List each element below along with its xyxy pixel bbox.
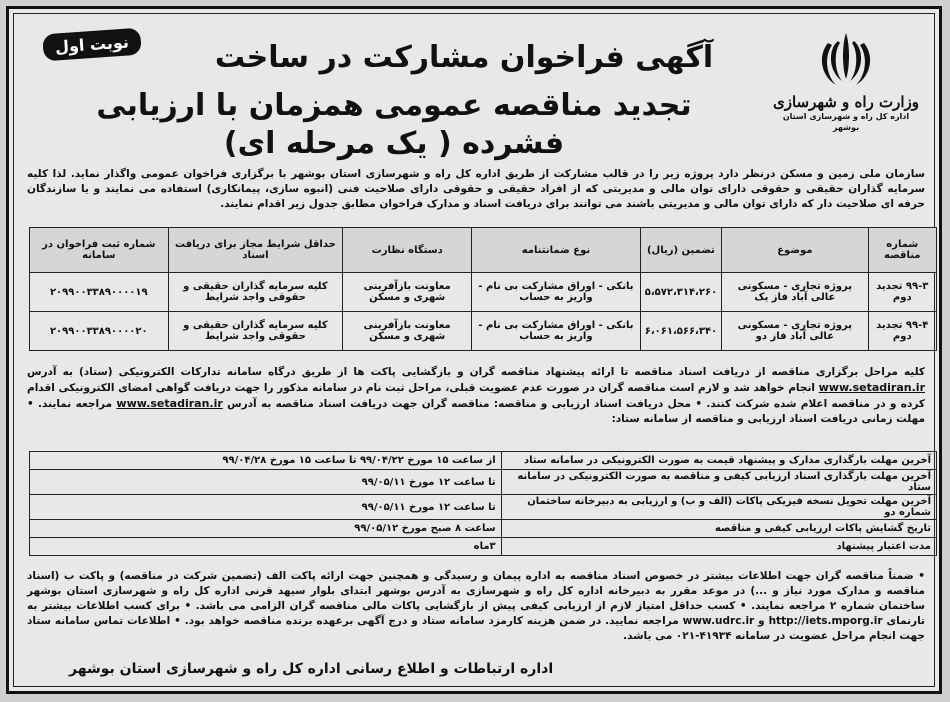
- cell-guarantee: ۵،۵۷۲،۳۱۴،۲۶۰: [640, 273, 721, 312]
- footer-paragraph: • ضمناً مناقصه گران جهت اطلاعات بیشتر در خصوص اسناد مناقصه به اداره پیمان و رسیدگی و همچنین جهت ارائه پاکت الف (تضمین شرکت در مناقصه) و پاکت ب (اسناد مناقصه و مدارک مورد نیاز و ...) در موعد مقرر به دبیرخانه اداره کل راه و شهرسازی به آدرس بوشهر ابتدای بلوار سیهد قرنی اداره کل راه و شهرسازی استان بوشهر ساختمان شماره ۲ مراجعه نمایند. • کسب حداقل امتیاز لازم از ارزیابی کیفی پیش از بازگشایی پاکات مالی مناقصه گران الزامی می باشد. • برای کسب اطلاعات بیشتر به تارنمای http://iets.mporg.ir و www.udrc.ir مراجعه نمایید. در ضمن هزینه کارمزد سامانه ستاد و درج آگهی برعهده برنده مناقصه خواهد بود. • اطلاعات تماس سامانه ستاد جهت انجام مراحل عضویت در سامانه ۴۱۹۳۴-۰۲۱ می باشد.: [27, 570, 925, 642]
- first-publication-badge: نوبت اول: [42, 28, 142, 62]
- cell-subject: پروژه تجاری - مسکونی عالی آباد فاز دو: [722, 312, 868, 351]
- department-name: اداره کل راه و شهرسازی استان بوشهر: [782, 112, 910, 132]
- setad-link-2[interactable]: www.setadiran.ir: [116, 397, 223, 410]
- schedule-value: ۳ماه: [30, 538, 502, 556]
- tender-table-header: [30, 228, 937, 273]
- advertisement-page: [6, 6, 942, 694]
- cell-registration-number: ۲۰۹۹۰۰۳۳۸۹۰۰۰۰۲۰: [30, 312, 169, 351]
- schedule-table: [29, 451, 937, 556]
- schedule-label: آخرین مهلت بارگذاری اسناد ارزیابی کیفی و مناقصه به صورت الکترونیکی در سامانه ستاد: [501, 470, 936, 495]
- procedure-text-1: کلیه مراحل برگزاری مناقصه از دریافت اسناد مناقصه تا ارائه پیشنهاد مناقصه گران و بازگشایی پاکت ها از طریق درگاه سامانه تدارکات الکترونیکی (ستاد) به آدرس: [27, 366, 925, 378]
- col-guarantee-type: نوع ضمانتنامه: [472, 228, 641, 273]
- ministry-name: وزارت راه و شهرسازی: [772, 93, 920, 111]
- intro-paragraph: سازمان ملی زمین و مسکن درنظر دارد پروژه زیر را در قالب مشارکت از طریق اداره کل راه و شهرسازی استان بوشهر با برگزاری فراخوان عمومی واگذار نماید. لذا کلیه سرمایه گذاران حقیقی و حقوقی دارای توان مالی و مدیریتی که از افراد حقیقی و حقوقی دارای صلاحیت فنی (انبوه سازی، پیمانکاری) استفاده می نمایند و یا سازندگان حرفه ای صلاحیت دار که دارای توان مالی و مدیریتی باشند می توانند برای دریافت اسناد و مدارک فراخوان مطابق جدول زیر اقدام نمایند.: [27, 168, 925, 210]
- title-line-1: آگهی فراخوان مشارکت در ساخت: [214, 40, 714, 75]
- schedule-label: آخرین مهلت تحویل نسخه فیزیکی پاکات (الف و ب) و ارزیابی به دبیرخانه ساختمان شماره دو: [501, 495, 936, 520]
- schedule-value: ساعت ۸ صبح مورخ ۹۹/۰۵/۱۲: [30, 520, 502, 538]
- schedule-value: از ساعت ۱۵ مورخ ۹۹/۰۴/۲۲ تا ساعت ۱۵ مورخ ۹۹/۰۴/۲۸: [30, 452, 502, 470]
- signature: اداره ارتباطات و اطلاع رسانی اداره کل راه و شهرسازی استان بوشهر: [69, 661, 554, 677]
- cell-tender-number: ۹۹-۴ تجدید دوم: [868, 312, 936, 351]
- schedule-label: تاریخ گشایش پاکات ارزیابی کیفی و مناقصه: [501, 520, 936, 538]
- table-row: [30, 495, 937, 520]
- table-row: [30, 470, 937, 495]
- cell-guarantee: ۶،۰۶۱،۵۶۶،۳۴۰: [640, 312, 721, 351]
- title-line-2: تجدید مناقصه عمومی همزمان با ارزیابی فشرده ( یک مرحله ای): [96, 88, 692, 161]
- procedure-paragraph: [27, 365, 925, 427]
- tender-table: [29, 227, 937, 351]
- ministry-logo: [771, 23, 921, 153]
- col-subject: موضوع: [722, 228, 868, 273]
- table-row: [30, 452, 937, 470]
- col-registration-number: شماره ثبت فراخوان در سامانه: [30, 228, 169, 273]
- table-row: [30, 538, 937, 556]
- cell-supervisor: معاونت بازآفرینی شهری و مسکن: [343, 273, 472, 312]
- cell-supervisor: معاونت بازآفرینی شهری و مسکن: [343, 312, 472, 351]
- schedule-value: تا ساعت ۱۲ مورخ ۹۹/۰۵/۱۱: [30, 470, 502, 495]
- col-min-conditions: حداقل شرایط مجاز برای دریافت اسناد: [168, 228, 343, 273]
- schedule-label: مدت اعتبار پیشنهاد: [501, 538, 936, 556]
- cell-min-conditions: کلیه سرمایه گذاران حقیقی و حقوقی واجد شرایط: [168, 273, 343, 312]
- col-tender-number: شماره مناقصه: [868, 228, 936, 273]
- col-supervisor: دستگاه نظارت: [343, 228, 472, 273]
- iran-emblem-icon: [814, 27, 878, 91]
- procedure-text-2: انجام خواهد شد و لازم است مناقصه گران در صورت عدم عضویت قبلی، مراحل ثبت نام در سامانه مذکور را جهت دریافت گواهی امضای الکترونیکی اقدام کرده و در مناقصه اعلام شده شرکت کنند. • محل دریافت اسناد ارزیابی و مناقصه: مناقصه گران جهت دریافت اسناد مناقصه به آدرس: [27, 382, 926, 410]
- schedule-value: تا ساعت ۱۲ مورخ ۹۹/۰۵/۱۱: [30, 495, 502, 520]
- cell-registration-number: ۲۰۹۹۰۰۳۳۸۹۰۰۰۰۱۹: [30, 273, 169, 312]
- cell-tender-number: ۹۹-۳ تجدید دوم: [868, 273, 936, 312]
- table-row: [30, 520, 937, 538]
- cell-guarantee-type: بانکی - اوراق مشارکت بی نام - واریز به حساب: [472, 273, 641, 312]
- cell-min-conditions: کلیه سرمایه گذاران حقیقی و حقوقی واجد شرایط: [168, 312, 343, 351]
- table-row: [30, 312, 937, 351]
- schedule-label: آخرین مهلت بارگذاری مدارک و پیشنهاد قیمت به صورت الکترونیکی در سامانه ستاد: [501, 452, 936, 470]
- procedure-text-3: مراجعه نمایند. • مهلت زمانی دریافت اسناد ارزیابی و مناقصه از سامانه ستاد:: [27, 398, 925, 425]
- cell-subject: پروژه تجاری - مسکونی عالی آباد فاز یک: [722, 273, 868, 312]
- table-row: [30, 273, 937, 312]
- col-guarantee: تضمین (ریال): [640, 228, 721, 273]
- setad-link[interactable]: www.setadiran.ir: [818, 381, 925, 394]
- cell-guarantee-type: بانکی - اوراق مشارکت بی نام - واریز به حساب: [472, 312, 641, 351]
